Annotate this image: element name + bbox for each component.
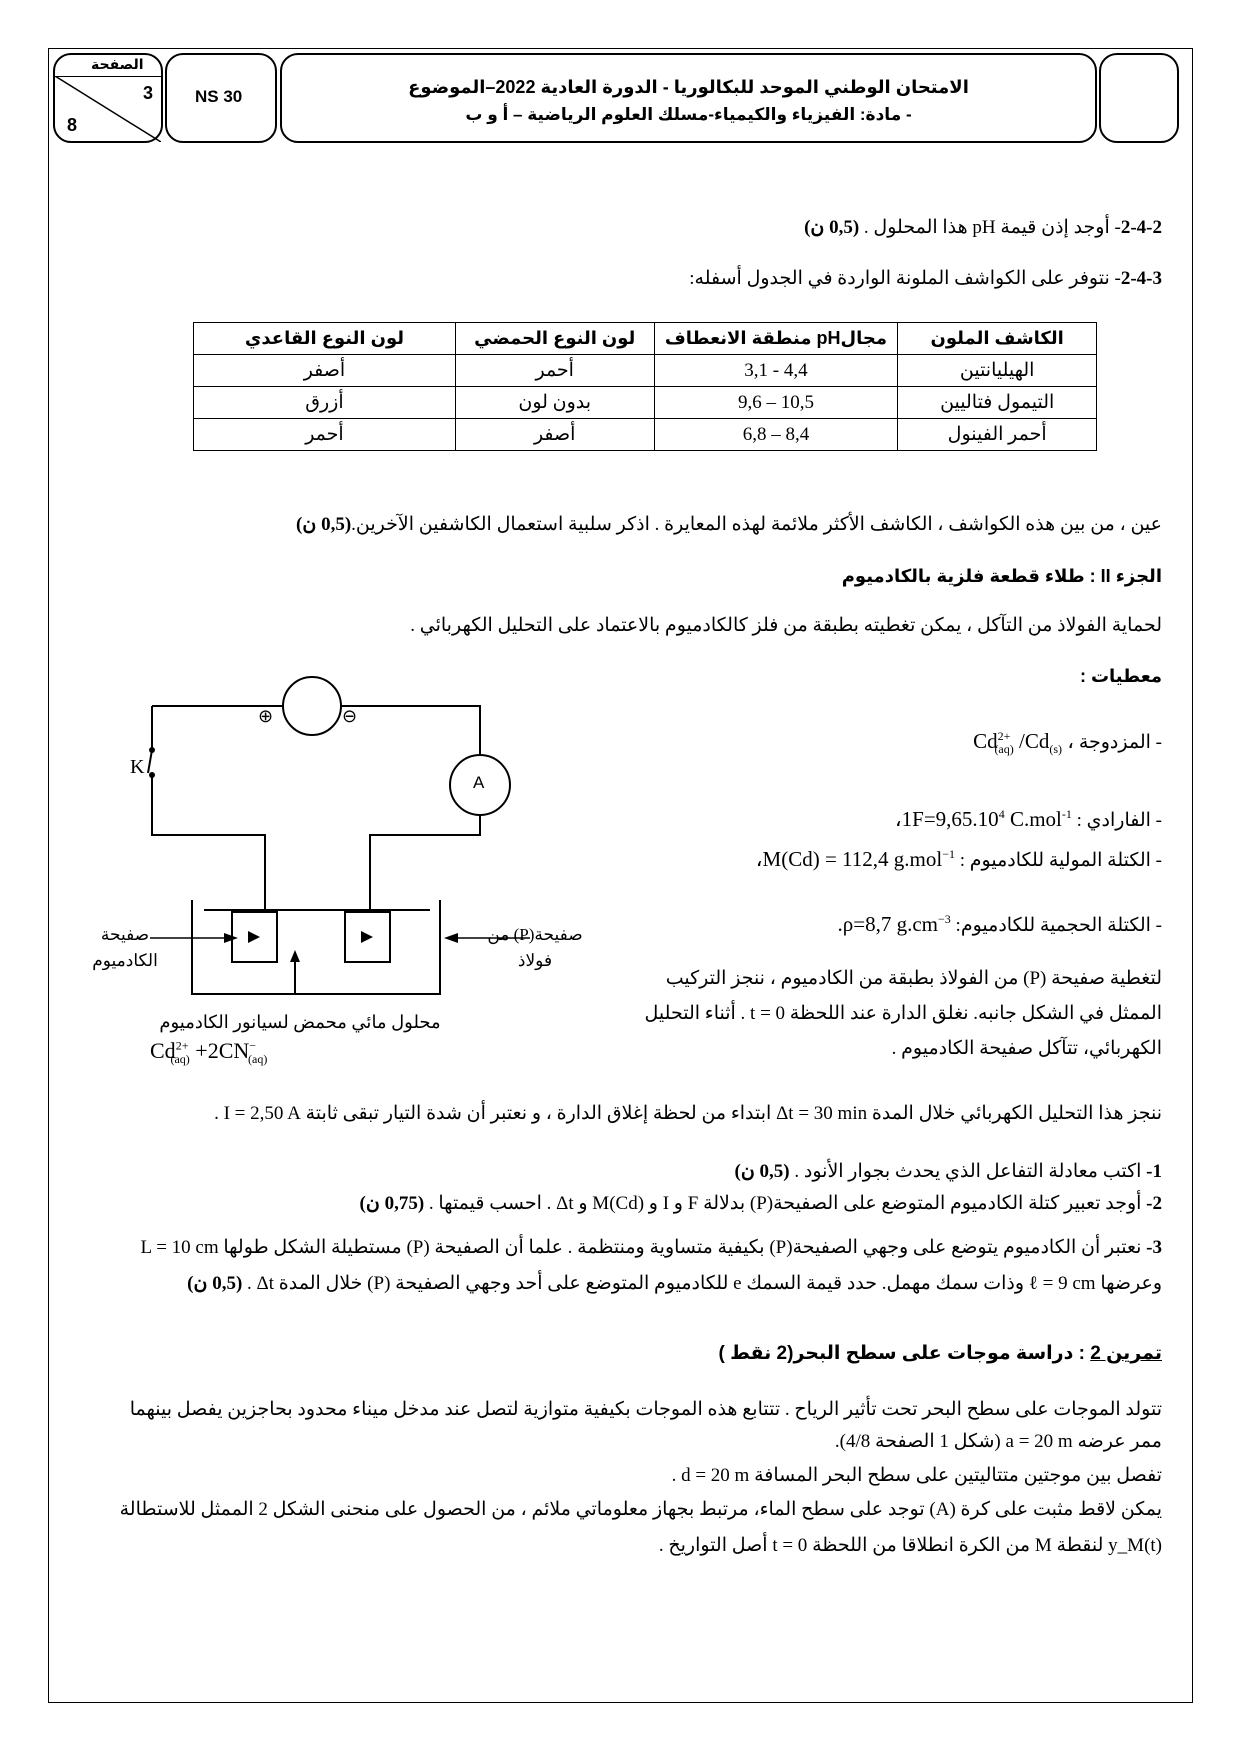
indicator-choice-question (60, 511, 1162, 539)
part2-intro: لحماية الفولاذ من التآكل ، يمكن تغطيته بطبقة من فلز كالكادميوم بالاعتماد على التحليل الكهربائي . (410, 615, 1162, 636)
exercise-2-p1: تتولد الموجات على سطح البحر تحت تأثير الرياح . تتتابع هذه الموجات بكيفية متوازية لتصل عند مدخل ميناء محدود بحاجزين يفصل بينهما (129, 1399, 1162, 1420)
data-faraday: - الفارادي : $،1F=9,65.10^4$ C.mol$^{-1}$ (894, 807, 1162, 831)
title-box (280, 53, 1097, 143)
steel-plate-label: صفيحة(P) من فولاذ (487, 925, 583, 970)
question-3: 3- نعتبر أن الكادميوم يتوضع على وجهي الصفيحة(P) بكيفية متساوية ومنتظمة . علما أن الصفيحة (P) مستطيلة الشكل طولها L = 10 cm (140, 1237, 1162, 1258)
molar-mass-label: - الكتلة المولية للكادميوم : (959, 850, 1162, 871)
question-2-4-2 (60, 214, 1162, 242)
exercise-2-p4: يمكن لاقط مثبت على كرة (A) توجد على سطح الماء، مرتبط بجهاز معلوماتي ملائم ، من الحصول على منحنى الشكل 2 الممثل للاستطالة (119, 1499, 1162, 1520)
data-title: معطيات : (1079, 666, 1162, 686)
minus-terminal: ⊖ (342, 706, 358, 726)
exercise-2-p3: تفصل بين موجتين متتاليتين على سطح البحر المسافة d = 20 m . (671, 1465, 1162, 1486)
q243-number: 2-4-3 (1120, 268, 1162, 289)
table-cell: أحمر (194, 419, 456, 451)
table-cell: أصفر (455, 419, 654, 451)
table-header: مجالpH منطقة الانعطاف (654, 323, 898, 355)
part2-title: الجزء II : طلاء قطعة فلزية بالكادميوم (841, 566, 1162, 586)
table-cell: 3,1 - 4,4 (654, 355, 898, 387)
data-couple (640, 722, 1162, 763)
question-2: 2- أوجد تعبير كتلة الكادميوم المتوضع على الصفيحة(P) بدلالة F و I و M(Cd) و Δt . احسب قيمتها . (0,75 ن) (359, 1193, 1162, 1214)
table-cell: أزرق (194, 387, 456, 419)
faraday-label: - الفارادي : (1076, 810, 1162, 831)
ammeter-label: A (473, 773, 485, 792)
solution-label: محلول مائي محمض لسيانور الكادميوم (159, 1012, 441, 1032)
page-label: الصفحة (91, 56, 144, 72)
exam-subject: - مادة: الفيزياء والكيمياء-مسلك العلوم الرياضية – أ و ب (465, 105, 912, 124)
table-cell: 6,8 – 8,4 (654, 419, 898, 451)
electrolysis-circuit (80, 670, 600, 920)
indicator-table (193, 322, 1097, 451)
q243-text: - نتوفر على الكواشف الملونة الواردة في الجدول أسفله: (689, 268, 1121, 289)
couple-label: - المزدوجة (1078, 732, 1162, 753)
q242-points: (0,5 ن) (804, 217, 860, 238)
table-header: لون النوع القاعدي (194, 323, 456, 355)
page-number-box (53, 53, 163, 143)
table-cell: أحمر الفينول (898, 419, 1097, 451)
couple-formula: $Cd^{2+}_{(aq)}$ $/Cd_{(s)}$ ، (973, 729, 1075, 757)
table-header: لون النوع الحمضي (455, 323, 654, 355)
page-current: 3 (143, 83, 154, 103)
question-2-4-3 (60, 265, 1162, 293)
exam-title: الامتحان الوطني الموحد للبكالوريا - الدورة العادية 2022–الموضوع (408, 77, 969, 97)
table-cell: أحمر (455, 355, 654, 387)
switch-label: K (130, 756, 145, 778)
molar-mass-value: M(Cd) = 112,4 g.mol (762, 847, 943, 871)
density-label: - الكتلة الحجمية للكادميوم: (955, 915, 1162, 936)
electrolysis-cell (190, 900, 450, 1000)
table-row (194, 419, 1097, 451)
question-3-continued: وعرضها ℓ = 9 cm وذات سمك مهمل. حدد قيمة السمك e للكادميوم المتوضع على أحد وجهي الصفيحة (P) خلال المدة Δt . (0,5 ن) (187, 1273, 1162, 1294)
setup-line-2: الممثل في الشكل جانبه. نغلق الدارة عند اللحظة t = 0 . أثناء التحليل (644, 1003, 1162, 1024)
code-box (165, 53, 277, 143)
table-cell: الهيليانتين (898, 355, 1097, 387)
table-cell: التيمول فتاليين (898, 387, 1097, 419)
exercise-2-subtitle: : دراسة موجات على سطح البحر(2 نقط ) (718, 1343, 1091, 1364)
setup-line-1: لتغطية صفيحة (P) من الفولاذ بطبقة من الكادميوم ، ننجز التركيب (665, 968, 1162, 989)
q242-number: 2-4-2 (1120, 217, 1162, 238)
page-total: 8 (67, 115, 78, 135)
plus-terminal: ⊕ (258, 706, 274, 726)
density-value: ρ=8,7 g.cm (842, 912, 939, 936)
table-cell: أصفر (194, 355, 456, 387)
choice-points: (0,5 ن) (296, 514, 352, 535)
exercise-2-title (60, 1340, 1162, 1368)
exercise-2-label: تمرين 2 (1090, 1343, 1162, 1364)
exercise-2-p2: ممر عرضه a = 20 m (شكل 1 الصفحة 4/8). (834, 1431, 1162, 1452)
data-density: - الكتلة الحجمية للكادميوم: .ρ=8,7 $g.cm^{-3}$ (837, 912, 1162, 936)
exam-code: NS 30 (195, 87, 243, 106)
choice-text: عين ، من بين هذه الكواشف ، الكاشف الأكثر ملائمة لهذه المعايرة . اذكر سلبية استعمال الكاشفين الآخرين. (351, 514, 1162, 535)
table-cell: 9,6 – 10,5 (654, 387, 898, 419)
corner-box (1099, 53, 1179, 143)
table-cell: بدون لون (455, 387, 654, 419)
cadmium-plate-label: صفيحة الكادميوم (92, 925, 158, 970)
q242-text: - أوجد إذن قيمة pH هذا المحلول . (863, 217, 1121, 238)
duration-text: ننجز هذا التحليل الكهربائي خلال المدة Δt = 30 min ابتداء من لحظة إغلاق الدارة ، و نعتبر أن شدة التيار تبقى ثابتة I = 2,50 A . (214, 1103, 1162, 1124)
data-molar-mass: - الكتلة المولية للكادميوم : ،M(Cd) = 112,4 g.mol$^{-1}$ (755, 847, 1162, 871)
solution-formula: $Cd^{2+}_{(aq)} +2CN^-_{(aq)}$ (150, 1038, 268, 1067)
faraday-value: 1F=9,65.10 (901, 807, 999, 831)
table-row (194, 355, 1097, 387)
question-1: 1- اكتب معادلة التفاعل الذي يحدث بجوار الأنود . (0,5 ن) (734, 1161, 1162, 1182)
setup-line-3: الكهربائي، تتآكل صفيحة الكادميوم . (891, 1038, 1162, 1059)
exercise-2-p5: y_M(t) لنقطة M من الكرة انطلاقا من اللحظة t = 0 أصل التواريخ . (658, 1535, 1162, 1556)
table-header: الكاشف الملون (898, 323, 1097, 355)
table-header-row (194, 323, 1097, 355)
table-row (194, 387, 1097, 419)
